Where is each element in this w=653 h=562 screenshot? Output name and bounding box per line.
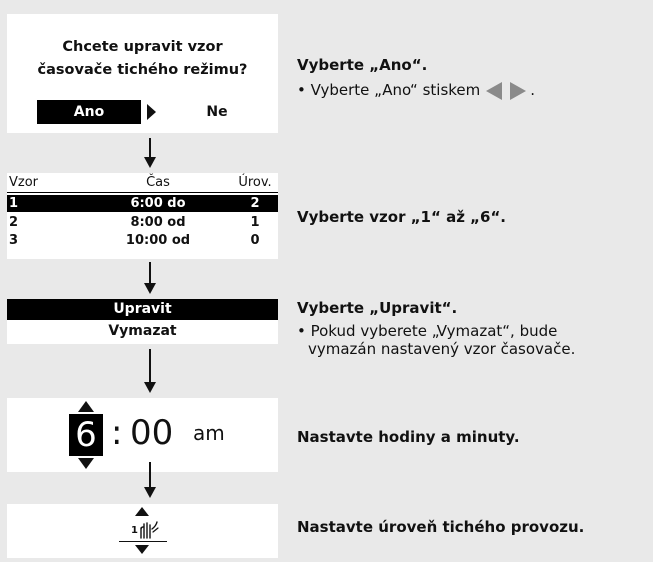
no-option[interactable]: Ne <box>206 104 228 120</box>
time-setting-screen <box>7 398 278 472</box>
table-row[interactable] <box>7 214 278 231</box>
level-baseline <box>119 541 167 542</box>
down-arrow-icon <box>144 462 156 498</box>
quiet-level-value: 1 <box>131 525 138 536</box>
step5-title: Nastavte úroveň tichého provozu. <box>297 518 585 536</box>
up-arrow-icon[interactable] <box>135 507 149 516</box>
hour-field[interactable]: 6 <box>69 414 103 456</box>
step1-title: Vyberte „Ano“. <box>297 56 428 74</box>
step3-note-line-2: vymazán nastavený vzor časovače. <box>308 340 576 358</box>
menu-item-edit[interactable]: Upravit <box>7 299 278 320</box>
row-pattern: 2 <box>9 215 19 230</box>
table-row[interactable] <box>7 195 278 212</box>
down-arrow-icon[interactable] <box>135 545 149 554</box>
row-pattern: 3 <box>9 233 19 248</box>
dialog-question <box>7 36 278 82</box>
down-arrow-icon <box>144 138 156 168</box>
table-header <box>7 174 278 191</box>
step1-note-text: • Vyberte „Ano“ stiskem <box>297 81 481 99</box>
row-level: 2 <box>250 196 260 211</box>
ampm-indicator: am <box>193 421 225 445</box>
quiet-level-screen <box>7 504 278 558</box>
row-level: 0 <box>250 233 260 248</box>
step2-title: Vyberte vzor „1“ až „6“. <box>297 208 506 226</box>
step1-note-end: . <box>530 81 536 99</box>
header-pattern: Vzor <box>9 175 39 190</box>
down-arrow-icon[interactable] <box>78 458 94 469</box>
row-time: 10:00 od <box>125 233 191 248</box>
confirm-edit-dialog <box>7 14 278 133</box>
header-level: Úrov. <box>238 175 272 190</box>
row-time: 8:00 od <box>130 215 186 230</box>
step3-title: Vyberte „Upravit“. <box>297 299 458 317</box>
time-colon: : <box>111 413 123 453</box>
up-arrow-icon[interactable] <box>78 401 94 412</box>
yes-option[interactable]: Ano <box>37 100 141 124</box>
row-level: 1 <box>250 215 260 230</box>
quiet-operation-icon <box>138 518 160 540</box>
cursor-arrow-icon <box>147 104 156 120</box>
edit-delete-menu <box>7 299 278 344</box>
step1-note <box>297 81 535 100</box>
step4-title: Nastavte hodiny a minuty. <box>297 428 520 446</box>
question-line-2: časovače tichého režimu? <box>37 62 248 78</box>
down-arrow-icon <box>144 349 156 393</box>
right-button-icon <box>510 82 526 100</box>
down-arrow-icon <box>144 262 156 294</box>
minutes-field[interactable]: 00 <box>130 413 174 453</box>
step3-note-line-1: • Pokud vyberete „Vymazat“, bude <box>297 322 558 340</box>
menu-item-delete[interactable]: Vymazat <box>108 323 177 339</box>
table-row[interactable] <box>7 232 278 249</box>
header-time: Čas <box>146 175 170 190</box>
row-time: 6:00 do <box>130 196 186 211</box>
header-divider <box>7 192 278 193</box>
left-button-icon <box>486 82 502 100</box>
pattern-table <box>7 173 278 259</box>
row-pattern: 1 <box>9 196 19 211</box>
question-line-1: Chcete upravit vzor <box>62 39 223 55</box>
